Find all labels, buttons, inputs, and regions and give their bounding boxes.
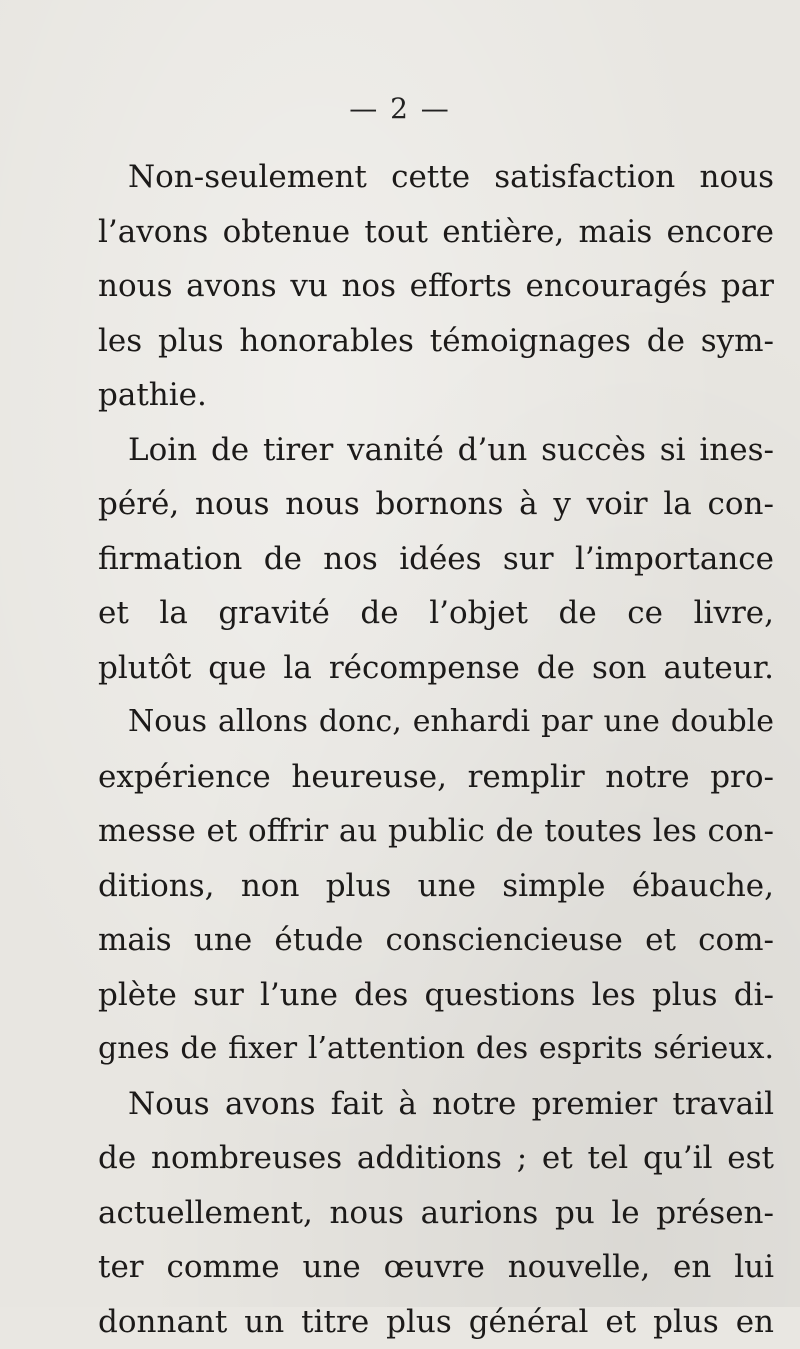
- text-line: Nous avons fait à notre premier travail: [98, 1077, 774, 1132]
- text-line: donnant un titre plus général et plus en: [98, 1295, 774, 1349]
- text-line: nous avons vu nos efforts encouragés par: [98, 259, 774, 314]
- text-line: les plus honorables témoignages de sym-: [98, 314, 774, 369]
- body-text: [98, 150, 774, 1349]
- text-line: actuellement, nous aurions pu le présen-: [98, 1186, 774, 1241]
- text-line: de nombreuses additions ; et tel qu’il est: [98, 1131, 774, 1186]
- text-line: plète sur l’une des questions les plus di-: [98, 968, 774, 1023]
- text-line: mais une étude consciencieuse et com-: [98, 913, 774, 968]
- text-line: et la gravité de l’objet de ce livre,: [98, 586, 774, 641]
- text-line: ditions, non plus une simple ébauche,: [98, 859, 774, 914]
- text-line: expérience heureuse, remplir notre pro-: [98, 750, 774, 805]
- text-line: ter comme une œuvre nouvelle, en lui: [98, 1240, 774, 1295]
- text-line: plutôt que la récompense de son auteur.: [98, 641, 774, 696]
- text-line: firmation de nos idées sur l’importance: [98, 532, 774, 587]
- text-line: messe et offrir au public de toutes les con-: [98, 804, 774, 859]
- page-number: — 2 —: [0, 92, 800, 125]
- text-line: l’avons obtenue tout entière, mais encore: [98, 205, 774, 260]
- text-line: Nous allons donc, enhardi par une double: [98, 695, 774, 750]
- text-line: gnes de fixer l’attention des esprits sérieux.: [98, 1022, 774, 1077]
- text-line: pathie.: [98, 368, 774, 423]
- text-line: Loin de tirer vanité d’un succès si ines-: [98, 423, 774, 478]
- text-line: Non-seulement cette satisfaction nous: [98, 150, 774, 205]
- text-line: péré, nous nous bornons à y voir la con-: [98, 477, 774, 532]
